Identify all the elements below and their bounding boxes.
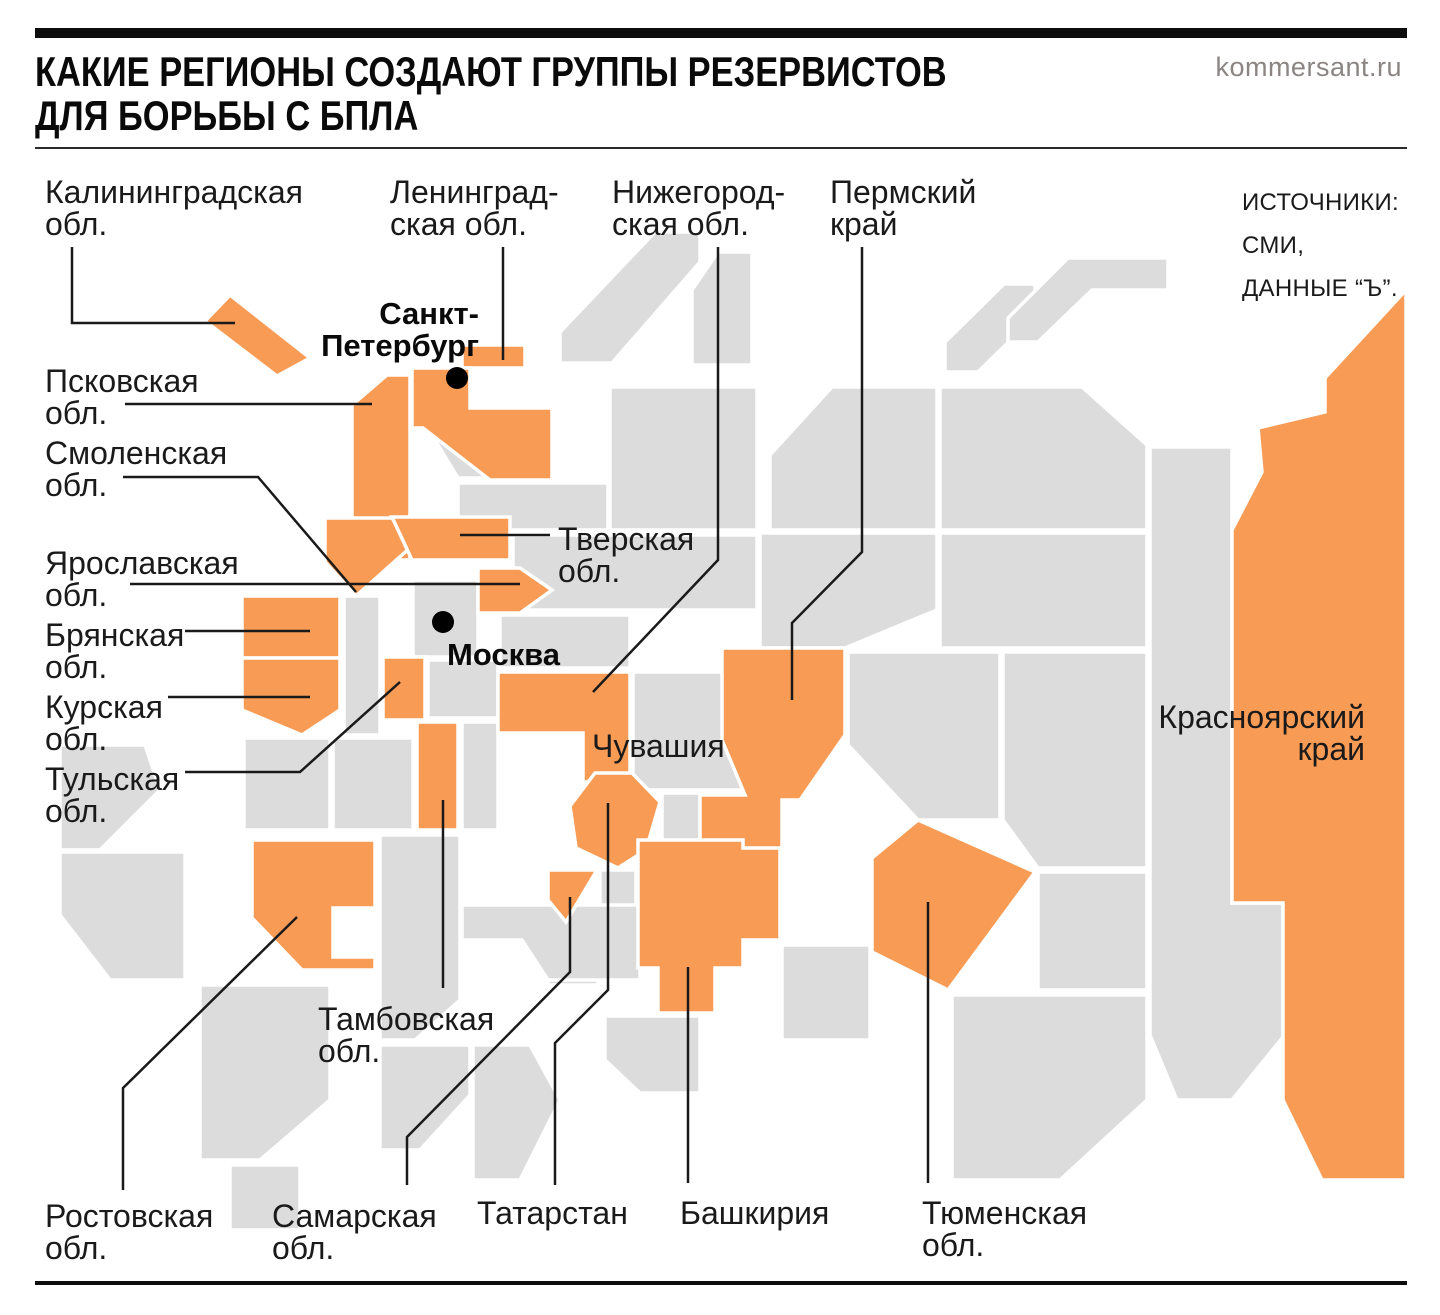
label-yaroslavl-1: Ярославская bbox=[45, 545, 239, 581]
map-piece bbox=[1008, 258, 1168, 342]
label-leningrad-1: Ленинград- bbox=[390, 174, 559, 210]
title-line-1: КАКИЕ РЕГИОНЫ СОЗДАЮТ ГРУППЫ РЕЗЕРВИСТОВ bbox=[35, 48, 947, 95]
map-piece bbox=[244, 738, 330, 830]
region-bashkiria bbox=[638, 840, 780, 1013]
kommersant-logo[interactable]: kommersant.ru bbox=[1215, 52, 1402, 82]
label-spb-1: Санкт- bbox=[379, 296, 479, 331]
map-piece bbox=[770, 387, 937, 530]
label-samara-1: Самарская bbox=[272, 1198, 437, 1234]
source-line-3: ДАННЫЕ “Ъ”. bbox=[1242, 275, 1398, 302]
city-dot-spb bbox=[446, 367, 468, 389]
label-leningrad-2: ская обл. bbox=[390, 206, 527, 242]
label-rostov-2: обл. bbox=[45, 1230, 108, 1266]
map-piece bbox=[473, 1045, 560, 1180]
sources-note bbox=[1242, 189, 1399, 302]
map-piece bbox=[605, 1016, 700, 1093]
label-tula-2: обл. bbox=[45, 793, 108, 829]
label-tambov-2: обл. bbox=[318, 1033, 381, 1069]
map-piece bbox=[1038, 872, 1147, 990]
map-piece bbox=[200, 985, 330, 1160]
label-kursk-2: обл. bbox=[45, 721, 108, 757]
label-samara-2: обл. bbox=[272, 1230, 335, 1266]
label-smolensk-2: обл. bbox=[45, 467, 108, 503]
label-tatarstan: Татарстан bbox=[477, 1195, 628, 1231]
map-piece bbox=[610, 387, 757, 530]
label-krasnoyarsk-1: Красноярский bbox=[1158, 699, 1365, 735]
label-bryansk-2: обл. bbox=[45, 649, 108, 685]
label-pskov-2: обл. bbox=[45, 395, 108, 431]
map-piece bbox=[380, 1045, 470, 1150]
label-bryansk-1: Брянская bbox=[45, 617, 185, 653]
region-tver bbox=[392, 517, 510, 560]
source-line-2: СМИ, bbox=[1242, 232, 1305, 259]
label-yaroslavl-2: обл. bbox=[45, 577, 108, 613]
map-piece bbox=[462, 722, 498, 830]
map-piece bbox=[952, 995, 1147, 1180]
region-tambov bbox=[417, 722, 458, 830]
label-pskov-1: Псковская bbox=[45, 363, 199, 399]
label-perm-1: Пермский bbox=[830, 174, 977, 210]
source-line-1: ИСТОЧНИКИ: bbox=[1242, 189, 1399, 216]
label-bashkiria: Башкирия bbox=[680, 1195, 830, 1231]
region-tyumen bbox=[872, 820, 1035, 990]
map-piece bbox=[333, 738, 413, 830]
region-kaliningrad bbox=[205, 295, 310, 376]
label-moscow: Москва bbox=[447, 637, 560, 672]
label-tyumen-2: обл. bbox=[922, 1227, 985, 1263]
region-bryansk bbox=[242, 596, 340, 658]
map-piece bbox=[692, 252, 752, 365]
region-leningrad bbox=[412, 368, 552, 480]
region-nizhny bbox=[498, 672, 630, 782]
map-piece bbox=[760, 533, 937, 648]
label-tver-1: Тверская bbox=[558, 521, 695, 557]
label-perm-2: край bbox=[830, 206, 898, 242]
label-tyumen-1: Тюменская bbox=[922, 1195, 1088, 1231]
city-dot-moscow bbox=[432, 611, 454, 633]
label-kursk-1: Курская bbox=[45, 689, 163, 725]
map-piece bbox=[560, 232, 700, 363]
region-tula bbox=[383, 657, 425, 720]
label-rostov-1: Ростовская bbox=[45, 1198, 214, 1234]
region-rostov bbox=[252, 840, 375, 970]
map-piece bbox=[344, 596, 380, 735]
map-piece bbox=[60, 852, 185, 980]
label-tver-2: обл. bbox=[558, 553, 621, 589]
label-tambov-1: Тамбовская bbox=[318, 1001, 495, 1037]
label-tula-1: Тульская bbox=[45, 761, 180, 797]
label-nizhny-1: Нижегород- bbox=[612, 174, 786, 210]
label-kaliningrad-1: Калининградская bbox=[45, 174, 303, 210]
title-line-2: ДЛЯ БОРЬБЫ С БПЛА bbox=[35, 92, 419, 139]
map-piece bbox=[782, 945, 870, 1040]
map-piece bbox=[462, 905, 640, 980]
callout-kaliningrad bbox=[72, 247, 235, 323]
label-chuvashia: Чувашия bbox=[592, 728, 725, 764]
map-piece bbox=[1003, 652, 1147, 868]
map-piece bbox=[940, 533, 1147, 648]
label-kaliningrad-2: обл. bbox=[45, 206, 108, 242]
label-nizhny-2: ская обл. bbox=[612, 206, 749, 242]
map-piece bbox=[940, 387, 1147, 530]
label-smolensk-1: Смоленская bbox=[45, 435, 228, 471]
label-spb-2: Петербург bbox=[321, 328, 479, 363]
map-piece bbox=[848, 652, 1000, 820]
label-krasnoyarsk-2: край bbox=[1297, 731, 1365, 767]
